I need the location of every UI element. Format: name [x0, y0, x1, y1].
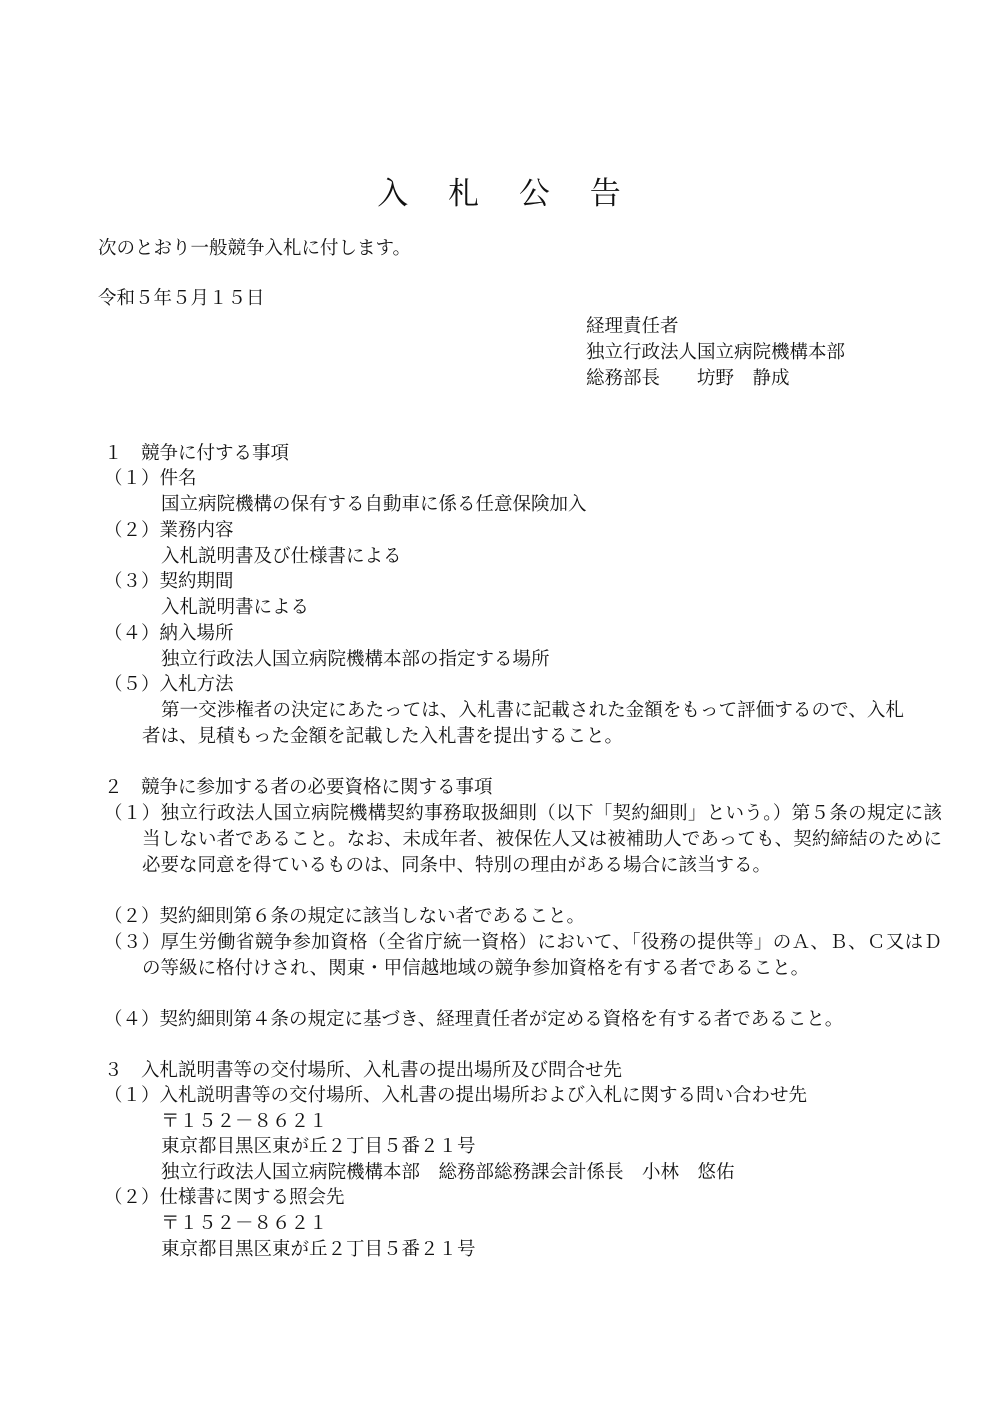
notice-date: 令和５年５月１５日 — [98, 288, 265, 309]
section2-item: （１）独立行政法人国立病院機構契約事務取扱細則（以下「契約細則」という。）第５条の規定に該当しない者であること。なお、未成年者、被保佐人又は被補助人であっても、契約締結のために必要な同意を得ているものは、同条中、特別の理由がある場合に該当する。 — [104, 803, 942, 876]
section1-item-content: 国立病院機構の保有する自動車に係る任意保険加入 — [161, 494, 587, 515]
postal-code: 〒１５２－８６２１ — [161, 1213, 328, 1234]
issuer-name: 総務部長 坊野 静成 — [586, 368, 790, 389]
section2-item: （２）契約細則第６条の規定に該当しない者であること。 — [104, 906, 586, 927]
section3-heading: ３ 入札説明書等の交付場所、入札書の提出場所及び問合せ先 — [104, 1060, 623, 1081]
section2-item: （３）厚生労働省競争参加資格（全省庁統一資格）において、「役務の提供等」のＡ、Ｂ、Ｃ又はＤの等級に格付けされ、関東・甲信越地域の競争参加資格を有する者であること。 — [104, 932, 942, 979]
section1-item-label: （５）入札方法 — [104, 674, 234, 695]
section1-item-label: （２）業務内容 — [104, 520, 234, 541]
issuer-role: 経理責任者 — [586, 316, 679, 337]
section1-item-content: 入札説明書及び仕様書による — [161, 546, 402, 567]
issuer-organization: 独立行政法人国立病院機構本部 — [586, 342, 846, 363]
section1-item-label: （１）件名 — [104, 468, 197, 489]
section3-item-label: （１）入札説明書等の交付場所、入札書の提出場所および入札に関する問い合わせ先 — [104, 1085, 808, 1106]
section2-item: （４）契約細則第４条の規定に基づき、経理責任者が定める資格を有する者であること。 — [104, 1009, 844, 1030]
postal-code: 〒１５２－８６２１ — [161, 1111, 328, 1132]
section1-item-content: 入札説明書による — [161, 597, 310, 618]
section1-item-content: 独立行政法人国立病院機構本部の指定する場所 — [161, 649, 550, 670]
document-title: 入 札 公 告 — [377, 176, 623, 212]
section3-item-label: （２）仕様書に関する照会先 — [104, 1187, 345, 1208]
section1-item-label: （３）契約期間 — [104, 571, 234, 592]
section1-item-content: 第一交渉権者の決定にあたっては、入札書に記載された金額をもって評価するので、入札者は、見積もった金額を記載した入札書を提出すること。 — [142, 700, 904, 747]
contact-person: 独立行政法人国立病院機構本部 総務部総務課会計係長 小林 悠佑 — [161, 1162, 735, 1183]
address: 東京都目黒区東が丘２丁目５番２１号 — [161, 1239, 476, 1260]
section2-heading: ２ 競争に参加する者の必要資格に関する事項 — [104, 777, 493, 798]
section1-item-label: （４）納入場所 — [104, 623, 234, 644]
address: 東京都目黒区東が丘２丁目５番２１号 — [161, 1136, 476, 1157]
intro-text: 次のとおり一般競争入札に付します。 — [98, 238, 412, 259]
section1-heading: １ 競争に付する事項 — [104, 443, 290, 464]
